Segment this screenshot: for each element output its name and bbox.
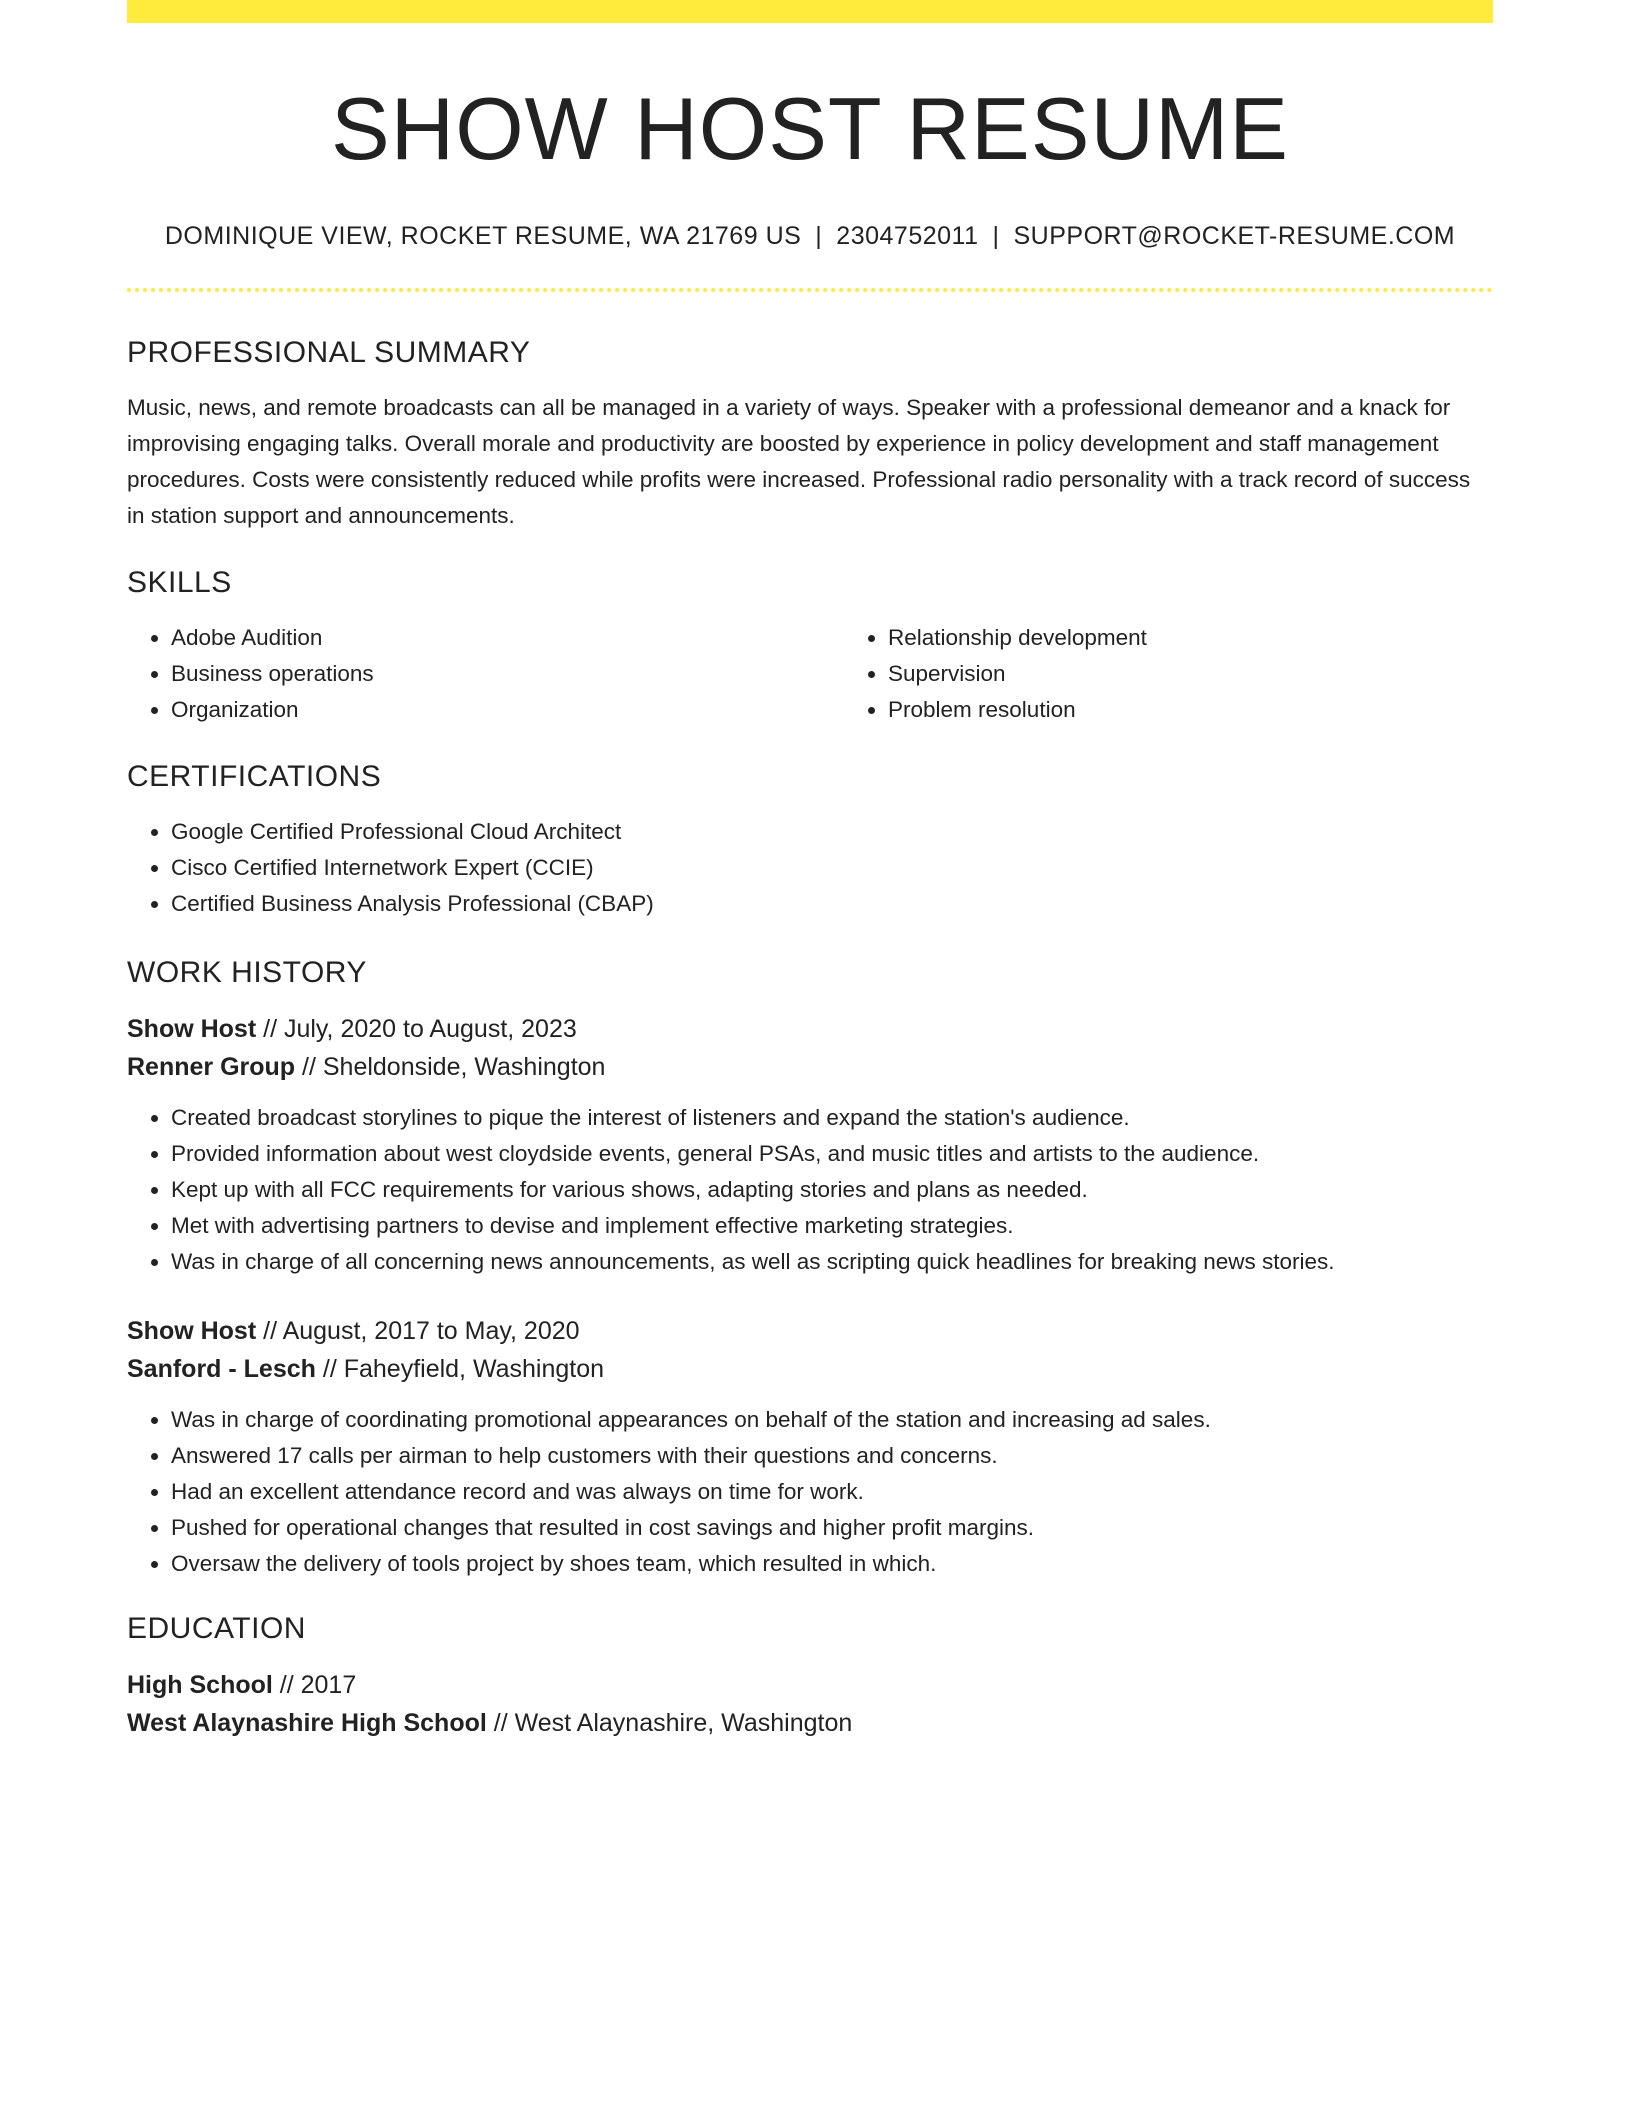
education-degree-line	[127, 1666, 1493, 1704]
job-role: Show Host	[127, 1014, 257, 1043]
list-item: • Oversaw the delivery of tools project by shoes team, which resulted in which.	[171, 1546, 1493, 1582]
education-heading: EDUCATION	[127, 1611, 306, 1645]
list-item: • Created broadcast storylines to pique the interest of listeners and expand the station's audience.	[171, 1100, 1493, 1136]
contact-phone: 2304752011	[836, 221, 979, 250]
list-item: • Cisco Certified Internetwork Expert (CCIE)	[171, 850, 1493, 886]
education-year: // 2017	[272, 1670, 357, 1699]
list-item: • Pushed for operational changes that resulted in cost savings and higher profit margins.	[171, 1510, 1493, 1546]
list-item: • Answered 17 calls per airman to help customers with their questions and concerns.	[171, 1438, 1493, 1474]
certifications-list	[127, 814, 1493, 922]
list-item: • Met with advertising partners to devise and implement effective marketing strategies.	[171, 1208, 1493, 1244]
list-item: • Adobe Audition	[171, 620, 844, 656]
education-location: // West Alaynashire, Washington	[486, 1708, 853, 1737]
skills-left-list	[127, 620, 844, 728]
job-bullets	[127, 1100, 1493, 1280]
job-entry	[127, 1312, 1493, 1582]
job-company: Renner Group	[127, 1052, 296, 1081]
job-dates: // July, 2020 to August, 2023	[256, 1014, 577, 1043]
job-role-line	[127, 1312, 1493, 1350]
job-bullets	[127, 1402, 1493, 1582]
list-item: • Relationship development	[888, 620, 1561, 656]
job-company-line	[127, 1350, 1493, 1388]
contact-separator: |	[815, 221, 823, 250]
list-item: • Was in charge of coordinating promotional appearances on behalf of the station and increasing ad sales.	[171, 1402, 1493, 1438]
list-item: • Provided information about west cloydside events, general PSAs, and music titles and artists to the audience.	[171, 1136, 1493, 1172]
job-company: Sanford - Lesch	[127, 1354, 316, 1383]
resume-title: SHOW HOST RESUME	[330, 79, 1289, 178]
job-location: // Sheldonside, Washington	[295, 1052, 606, 1081]
summary-heading: PROFESSIONAL SUMMARY	[127, 335, 531, 369]
contact-address: DOMINIQUE VIEW, ROCKET RESUME, WA 21769 US	[164, 221, 802, 250]
list-item: • Was in charge of all concerning news announcements, as well as scripting quick headlines for breaking news stories.	[171, 1244, 1493, 1280]
job-company-line	[127, 1048, 1493, 1086]
contact-email: SUPPORT@ROCKET-RESUME.COM	[1013, 221, 1456, 250]
job-role: Show Host	[127, 1316, 257, 1345]
job-entry	[127, 1010, 1493, 1280]
summary-text: Music, news, and remote broadcasts can all be managed in a variety of ways. Speaker with a professional demeanor and a knack for improvising engaging talks. Overall morale and productivity are boosted by experience in policy development and staff management procedures. Costs were consistently reduced while profits were increased. Professional radio personality with a track record of success in station support and announcements.	[127, 394, 1471, 528]
list-item: • Supervision	[888, 656, 1561, 692]
contact-line	[127, 222, 1493, 251]
skills-right-list	[844, 620, 1561, 728]
top-accent-bar	[127, 0, 1493, 23]
contact-separator: |	[992, 221, 1000, 250]
list-item: • Organization	[171, 692, 844, 728]
list-item: • Had an excellent attendance record and was always on time for work.	[171, 1474, 1493, 1510]
resume-page	[127, 0, 1493, 1742]
education-school-line	[127, 1704, 1493, 1742]
education-entry	[127, 1666, 1493, 1742]
certifications-heading: CERTIFICATIONS	[127, 759, 382, 793]
job-location: // Faheyfield, Washington	[315, 1354, 605, 1383]
skills-heading: SKILLS	[127, 565, 232, 599]
education-school: West Alaynashire High School	[127, 1708, 487, 1737]
list-item: • Kept up with all FCC requirements for various shows, adapting stories and plans as needed.	[171, 1172, 1493, 1208]
job-role-line	[127, 1010, 1493, 1048]
dotted-divider	[127, 288, 1493, 292]
list-item: • Google Certified Professional Cloud Architect	[171, 814, 1493, 850]
work-heading: WORK HISTORY	[127, 955, 367, 989]
job-dates: // August, 2017 to May, 2020	[256, 1316, 580, 1345]
skills-grid	[127, 620, 1493, 728]
education-degree: High School	[127, 1670, 273, 1699]
list-item: • Problem resolution	[888, 692, 1561, 728]
list-item: • Certified Business Analysis Professional (CBAP)	[171, 886, 1493, 922]
list-item: • Business operations	[171, 656, 844, 692]
